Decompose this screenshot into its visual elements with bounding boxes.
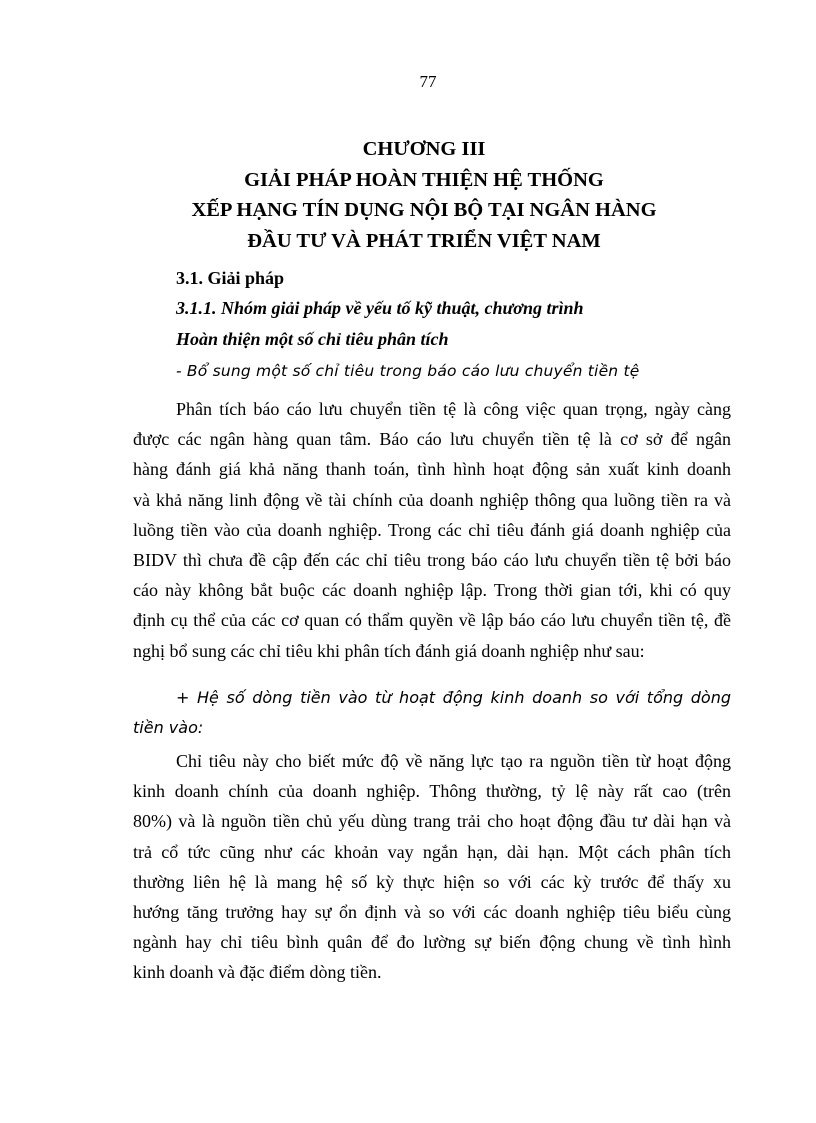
formula-line: tiền vào: bbox=[133, 718, 204, 738]
paragraph-cash-flow bbox=[133, 394, 731, 666]
paragraph-line: 80%) và là nguồn tiền chủ yếu dùng trang trải cho hoạt động đầu tư dài hạn và bbox=[133, 811, 731, 832]
bullet-heading: - Bổ sung một số chỉ tiêu trong báo cáo lưu chuyển tiền tệ bbox=[176, 362, 640, 380]
paragraph-line: nghị bổ sung các chỉ tiêu khi phân tích đánh giá doanh nghiệp như sau: bbox=[133, 640, 645, 661]
paragraph-line: ngành hay chỉ tiêu bình quân để đo lường sự biến động chung về tình hình bbox=[133, 932, 731, 953]
paragraph-line: và khả năng linh động về tài chính của doanh nghiệp thông qua luồng tiền ra và bbox=[133, 489, 731, 510]
chapter-title-line: XẾP HẠNG TÍN DỤNG NỘI BỘ TẠI NGÂN HÀNG bbox=[191, 199, 657, 221]
chapter-title-block bbox=[100, 134, 748, 256]
paragraph-line: kinh doanh và đặc điểm dòng tiền. bbox=[133, 962, 382, 983]
paragraph-line: hướng tăng trưởng hay sự ổn định và so với các doanh nghiệp tiêu biểu cùng bbox=[133, 901, 731, 922]
paragraph-line: Phân tích báo cáo lưu chuyển tiền tệ là công việc quan trọng, ngày càng bbox=[176, 399, 731, 419]
chapter-title-line: GIẢI PHÁP HOÀN THIỆN HỆ THỐNG bbox=[244, 168, 604, 191]
subsection-heading: 3.1.1. Nhóm giải pháp về yếu tố kỹ thuật, chương trình bbox=[176, 298, 584, 318]
paragraph-indicator bbox=[133, 746, 731, 988]
paragraph-line: thường liên hệ là mang hệ số kỳ thực hiện so với các kỳ trước để thấy xu bbox=[133, 871, 731, 892]
subsubsection-heading: Hoàn thiện một số chỉ tiêu phân tích bbox=[176, 329, 449, 349]
paragraph-line: BIDV thì chưa đề cập đến các chỉ tiêu trong báo cáo lưu chuyển tiền tệ bởi báo bbox=[133, 549, 731, 570]
paragraph-line: Chỉ tiêu này cho biết mức độ về năng lực tạo ra nguồn tiền từ hoạt động bbox=[176, 751, 731, 771]
paragraph-line: được các ngân hàng quan tâm. Báo cáo lưu chuyển tiền tệ là cơ sở để ngân bbox=[133, 429, 731, 450]
chapter-title-line: ĐẦU TƯ VÀ PHÁT TRIỂN VIỆT NAM bbox=[247, 229, 601, 252]
paragraph-line: định cụ thể của các cơ quan có thẩm quyền về lập báo cáo lưu chuyển tiền tệ, đề bbox=[133, 610, 731, 631]
paragraph-line: trả cổ tức cũng như các khoản vay ngắn hạn, dài hạn. Một cách phân tích bbox=[133, 841, 731, 862]
paragraph-line: cáo này không bắt buộc các doanh nghiệp lập. Trong thời gian tới, khi có quy bbox=[133, 580, 731, 601]
paragraph-line: hàng đánh giá khả năng thanh toán, tình hình hoạt động sản xuất kinh doanh bbox=[133, 459, 731, 480]
formula-line: + Hệ số dòng tiền vào từ hoạt động kinh doanh so với tổng dòng bbox=[176, 688, 731, 707]
section-heading: 3.1. Giải pháp bbox=[176, 268, 285, 288]
paragraph-line: kinh doanh chính của doanh nghiệp. Thông thường, tỷ lệ này rất cao (trên bbox=[133, 781, 731, 802]
page-number: 77 bbox=[419, 72, 437, 91]
formula-item bbox=[133, 683, 731, 743]
chapter-label: CHƯƠNG III bbox=[362, 138, 486, 160]
paragraph-line: luồng tiền vào của doanh nghiệp. Trong các chỉ tiêu đánh giá doanh nghiệp của bbox=[133, 519, 731, 540]
